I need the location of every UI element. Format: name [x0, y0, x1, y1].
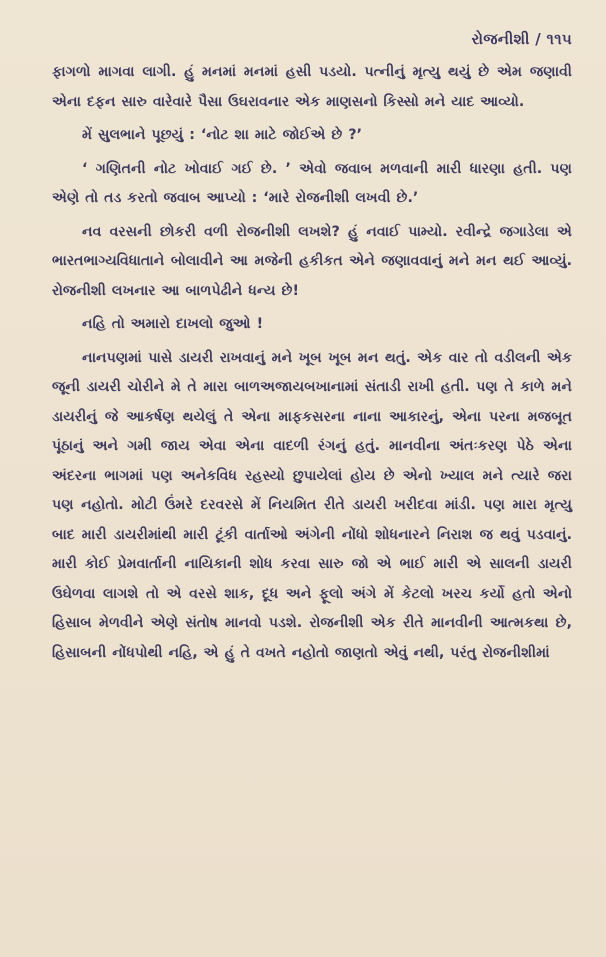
paragraph-2: મેં સુલભાને પૂછયું : ‘નોટ શા માટે જોઈએ છે ?’	[82, 127, 362, 143]
running-header: રોજનીશી / ૧૧૫	[471, 30, 572, 48]
paragraph-3: ‘ ગણિતની નોટ ખોવાઈ ગઈ છે. ’ એવો જવાબ મળવાની મારી ધારણા હતી. પણ એણે તો તડ કરતો જવાબ આપ્યો : ‘મારે રોજનીશી લખવી છે.’	[52, 160, 572, 206]
paragraph-4: નવ વરસની છોકરી વળી રોજનીશી લખશે? હું નવાઈ પામ્યો. રવીન્દ્રે જગાડેલા એ ભારતભાગ્યવિધાતાને બોલાવીને આ મજેની હકીકત એને જણાવવાનું મને મન થઈ આવ્યું. રોજનીશી લખનાર આ બાળપેઢીને ધન્ય છે!	[52, 223, 572, 299]
paragraph-6: નાનપણમાં પાસે ડાયરી રાખવાનું મને ખૂબ ખૂબ મન થતું. એક વાર તો વડીલની એક જૂની ડાયરી ચોરીને મે તે મારા બાળઅજાયબખાનામાં સંતાડી રાખી હતી. પણ તે કાળે મને ડાયરીનું જે આકર્ષણ થયેલું તે એના માફકસરના નાના આકારનું, એના પરના મજબૂત પૂંઠાનું અને ગમી જાય એવા એના વાદળી રંગનું હતું. માનવીના અંતઃકરણ પેઠે એના અંદરના ભાગમાં પણ અનેકવિધ રહસ્યો છુપાયેલાં હોય છે એનો ખ્યાલ મને ત્યારે જરા પણ નહોતો. મોટી ઉંમરે દરવરસે મેં નિયમિત રીતે ડાયરી ખરીદવા માંડી. પણ મારા મૃત્યુ બાદ મારી ડાયરીમાંથી મારી ટૂંકી વાર્તાઓ અંગેની નોંધો શોધનારને નિરાશ જ થવું પડવાનું. મારી કોઈ પ્રેમવાર્તાની નાયિકાની શોધ કરવા સારુ જો એ ભાઈ મારી એ સાલની ડાયરી ઉઘેળવા લાગશે તો એ વરસે શાક, દૂધ અને ફૂલો અંગે મેં કેટલો ખરચ કર્યો હતો એનો હિસાબ મેળવીને એણે સંતોષ માનવો પડશે. રોજનીશી એક રીતે માનવીની આત્મકથા છે, હિસાબની નોંધપોથી નહિ, એ હું તે વખતે નહોતો જાણતો એવું નથી, પરંતુ રોજનીશીમાં	[52, 349, 573, 661]
paragraph-5: નહિ તો અમારો દાખલો જુઓ !	[82, 316, 264, 332]
paragraph-1: ફાગળો માગવા લાગી. હું મનમાં મનમાં હસી પડયો. પત્નીનું મૃત્યુ થયું છે એમ જણાવી એના દફન સારુ વારેવારે પૈસા ઉઘરાવનાર એક માણસનો કિસ્સો મને યાદ આવ્યો.	[52, 64, 572, 110]
